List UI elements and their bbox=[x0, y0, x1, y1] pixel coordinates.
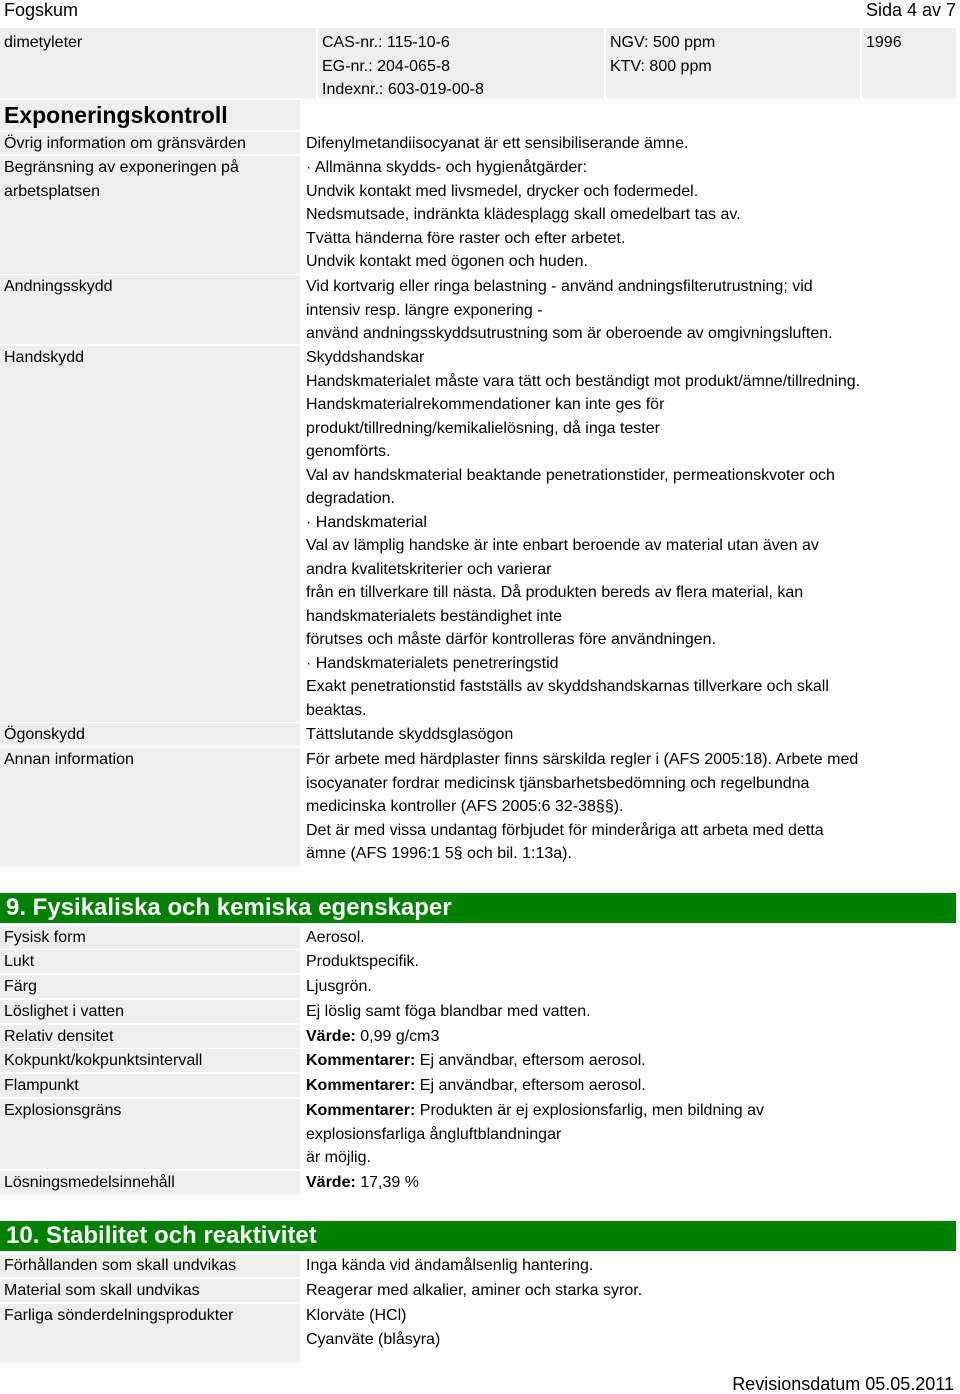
row-label-eye: Ögonskydd bbox=[0, 723, 300, 745]
prop-label-boiling: Kokpunkt/kokpunktsintervall bbox=[0, 1049, 300, 1072]
row-label-limit-info: Övrig information om gränsvärden bbox=[0, 132, 300, 154]
prop-label-color: Färg bbox=[0, 975, 300, 998]
stab-value-decomposition: Klorväte (HCl) Cyanväte (blåsyra) bbox=[306, 1307, 441, 1348]
top-bar bbox=[0, 0, 960, 22]
section-10-banner bbox=[0, 1221, 956, 1251]
row-label-respiratory: Andningsskydd bbox=[0, 275, 300, 344]
prop-value-form: Aerosol. bbox=[306, 929, 365, 946]
section-title: Exponeringskontroll bbox=[4, 102, 228, 128]
prop-label-solvent: Lösningsmedelsinnehåll bbox=[0, 1171, 300, 1194]
revision-date: Revisionsdatum 05.05.2011 bbox=[732, 1374, 954, 1394]
prop-value-explosion: Kommentarer: Produkten är ej explosionsfarlig, men bildning av explosionsfarliga ångluftblandningar är möjlig. bbox=[306, 1102, 764, 1166]
prop-label-form: Fysisk form bbox=[0, 926, 300, 949]
ngv-value: NGV: 500 ppm bbox=[610, 34, 716, 51]
row-value-limit-info: Difenylmetandiisocyanat är ett sensibiliserande ämne. bbox=[306, 135, 689, 152]
limit-values-cell bbox=[606, 28, 860, 98]
section-9-title: 9. Fysikaliska och kemiska egenskaper bbox=[6, 894, 452, 921]
stab-label-conditions: Förhållanden som skall undvikas bbox=[0, 1254, 300, 1277]
row-value-hand: Skyddshandskar Handskmaterialet måste vara tätt och beständigt mot produkt/ämne/tillredning. Handskmaterialrekommendationer kan inte ges för produkt/tillredning/kemikalielösning, då inga tester genomförts. Val av handskmaterial beaktande penetrationstider, permeationskvoter och degradation. · Handskmaterial Val av lämplig handske är inte enbart beroende av material utan även av andra kvalitetskriterier och varierar från en tillverkare till nästa. Då produkten bereds av flera material, kan handskmaterialets beständighet inte förutses och måste därför kontrolleras före användningen. · Handskmaterialets penetreringstid Exakt penetrationstid fastställs av skyddshandskarnas tillverkare och skall beaktas. bbox=[306, 349, 861, 719]
prop-label-density: Relativ densitet bbox=[0, 1025, 300, 1048]
index-number: Indexnr.: 603-019-00-8 bbox=[322, 81, 484, 98]
prop-label-odor: Lukt bbox=[0, 950, 300, 973]
row-value-exposure-limit: · Allmänna skydds- och hygienåtgärder: Undvik kontakt med livsmedel, drycker och fodermedel. Nedsmutsade, indränkta klädesplagg skall omedelbart tas av. Tvätta händerna före raster och efter arbetet. Undvik kontakt med ögonen och huden. bbox=[306, 159, 741, 270]
row-value-eye: Tättslutande skyddsglasögon bbox=[306, 726, 514, 743]
prop-value-flash: Kommentarer: Ej användbar, eftersom aerosol. bbox=[306, 1077, 646, 1094]
prop-label-flash: Flampunkt bbox=[0, 1074, 300, 1097]
row-label-other-info: Annan information bbox=[0, 748, 300, 866]
substance-name-cell bbox=[0, 28, 316, 98]
eg-number: EG-nr.: 204-065-8 bbox=[322, 57, 451, 75]
year-value: 1996 bbox=[866, 34, 902, 51]
ktv-value: KTV: 800 ppm bbox=[610, 57, 712, 75]
prop-value-odor: Produktspecifik. bbox=[306, 953, 419, 970]
prop-value-solubility: Ej löslig samt föga blandbar med vatten. bbox=[306, 1003, 591, 1020]
year-cell bbox=[862, 28, 956, 98]
row-label-hand: Handskydd bbox=[0, 346, 300, 722]
prop-label-solubility: Löslighet i vatten bbox=[0, 1000, 300, 1023]
section-9-banner bbox=[0, 893, 956, 923]
stab-value-conditions: Inga kända vid ändamålsenlig hantering. bbox=[306, 1257, 594, 1274]
page-number: Sida 4 av 7 bbox=[865, 0, 956, 20]
prop-value-density: Värde: 0,99 g/cm3 bbox=[306, 1028, 440, 1045]
prop-value-boiling: Kommentarer: Ej användbar, eftersom aerosol. bbox=[306, 1052, 646, 1069]
prop-value-solvent: Värde: 17,39 % bbox=[306, 1174, 419, 1191]
section-title-cell bbox=[0, 100, 300, 130]
stab-label-decomposition: Farliga sönderdelningsprodukter bbox=[0, 1304, 300, 1362]
row-value-respiratory: Vid kortvarig eller ringa belastning - använd andningsfilterutrustning; vid intensiv resp. längre exponering - använd andningsskyddsutrustning som är oberoende av omgivningsluften. bbox=[306, 278, 833, 342]
section-10-title: 10. Stabilitet och reaktivitet bbox=[6, 1222, 317, 1249]
substance-name: dimetyleter bbox=[4, 34, 83, 51]
product-name: Fogskum bbox=[4, 0, 79, 20]
prop-value-color: Ljusgrön. bbox=[306, 978, 372, 995]
stab-value-materials: Reagerar med alkalier, aminer och starka syror. bbox=[306, 1282, 643, 1299]
cas-number: CAS-nr.: 115-10-6 bbox=[322, 34, 450, 51]
row-label-exposure-limit: Begränsning av exponeringen på arbetsplatsen bbox=[0, 156, 300, 274]
prop-label-explosion: Explosionsgräns bbox=[0, 1099, 300, 1169]
substance-ids-cell bbox=[318, 28, 604, 98]
stab-label-materials: Material som skall undvikas bbox=[0, 1279, 300, 1302]
row-value-other-info: För arbete med härdplaster finns särskilda regler i (AFS 2005:18). Arbete med isocyanater fordrar medicinsk tjänsbarhetsbedömning och regelbundna medicinska kontroller (AFS 2005:6 32-38§§). Det är med vissa undantag förbjudet för minderåriga att arbeta med detta ämne (AFS 1996:1 5§ och bil. 1:13a). bbox=[306, 751, 859, 862]
